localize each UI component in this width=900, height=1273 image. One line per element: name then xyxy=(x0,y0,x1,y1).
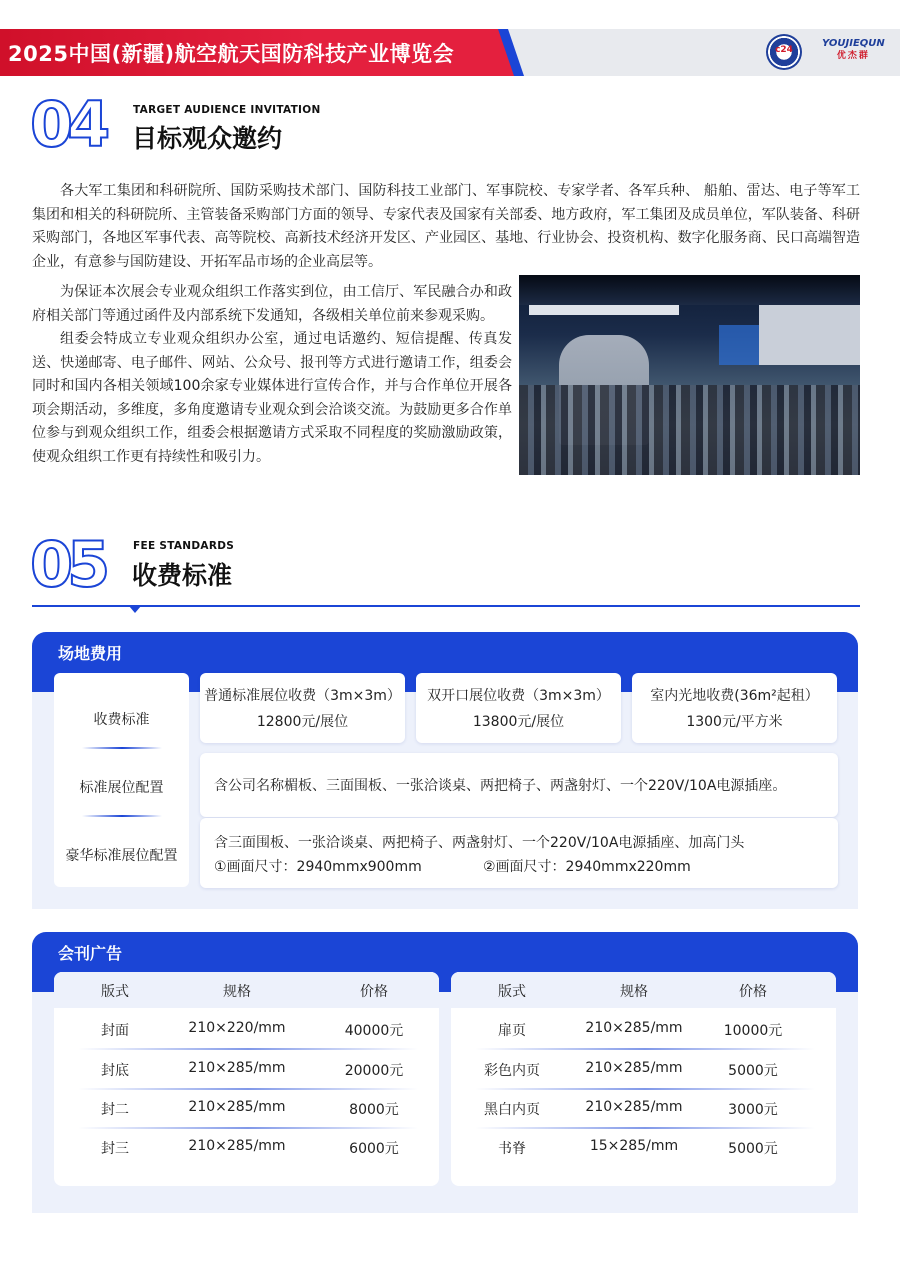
section-cn-title-05: 收费标准 xyxy=(132,561,233,590)
audience-paragraph-1 xyxy=(32,180,860,274)
luxury-size-2: ②画面尺寸：2940mmx220mm xyxy=(483,859,691,875)
ad-size: 210×285/mm xyxy=(188,1099,286,1115)
ad-table-left xyxy=(54,972,439,1186)
venue-panel-title: 场地费用 xyxy=(58,644,123,663)
section-number-05: 05 xyxy=(30,528,105,601)
ad-size: 15×285/mm xyxy=(589,1138,679,1154)
ad-table-header xyxy=(54,972,439,1008)
header-format: 版式 xyxy=(101,984,129,1000)
header-price: 价格 xyxy=(360,984,388,1000)
ad-size: 210×285/mm xyxy=(585,1099,683,1115)
fee-price: 12800元/展位 xyxy=(256,714,349,730)
ad-panel-title: 会刊广告 xyxy=(58,944,123,963)
row-divider xyxy=(78,1048,418,1050)
divider-pointer-icon xyxy=(129,606,141,613)
row-divider xyxy=(78,1127,418,1129)
ad-price: 40000元 xyxy=(344,1023,404,1039)
label-divider xyxy=(82,747,162,749)
section-cn-title-04: 目标观众邀约 xyxy=(132,124,283,153)
fee-price: 13800元/展位 xyxy=(472,714,565,730)
row-divider xyxy=(78,1088,418,1090)
ad-format: 书脊 xyxy=(498,1141,526,1157)
luxury-config-text: 含三面围板、一张洽谈桌、两把椅子、两盏射灯、一个220V/10A电源插座、加高门头 xyxy=(214,835,745,851)
ad-price: 5000元 xyxy=(728,1063,778,1079)
ad-format: 扉页 xyxy=(498,1023,526,1039)
ad-size: 210×285/mm xyxy=(585,1020,683,1036)
fee-name: 双开口展位收费（3m×3m） xyxy=(427,688,610,704)
fee-price: 1300元/平方米 xyxy=(686,714,783,730)
photo-booth-sign xyxy=(529,305,679,315)
fee-card-raw-space xyxy=(632,673,837,743)
header-format: 版式 xyxy=(498,984,526,1000)
ad-format: 封三 xyxy=(101,1141,129,1157)
photo-booth-wall xyxy=(759,305,860,365)
section-en-title-05: FEE STANDARDS xyxy=(133,540,235,552)
brand-logo-en: YOUJIEQUN xyxy=(822,38,885,49)
luxury-config-card xyxy=(200,818,838,888)
photo-crowd xyxy=(519,385,860,475)
row-divider xyxy=(475,1088,815,1090)
row-divider xyxy=(475,1048,815,1050)
expo-logo-icon xyxy=(766,34,802,70)
ad-format: 封二 xyxy=(101,1102,129,1118)
ad-size: 210×285/mm xyxy=(188,1138,286,1154)
row-divider xyxy=(475,1127,815,1129)
ad-price: 5000元 xyxy=(728,1141,778,1157)
header-banner xyxy=(0,29,900,76)
exhibition-photo xyxy=(519,275,860,475)
ad-price: 3000元 xyxy=(728,1102,778,1118)
ad-price: 10000元 xyxy=(723,1023,783,1039)
label-divider xyxy=(82,815,162,817)
ad-table-header xyxy=(451,972,836,1008)
ad-price: 8000元 xyxy=(349,1102,399,1118)
audience-paragraph-2 xyxy=(32,281,512,469)
ad-format: 封面 xyxy=(101,1023,129,1039)
page-title: 2025中国(新疆)航空航天国防科技产业博览会 xyxy=(8,42,455,66)
ad-size: 210×285/mm xyxy=(188,1060,286,1076)
fee-name: 普通标准展位收费（3m×3m） xyxy=(204,688,401,704)
venue-label-column xyxy=(54,673,189,887)
header-size: 规格 xyxy=(223,984,251,1000)
ad-format: 彩色内页 xyxy=(484,1063,540,1079)
label-standard-config: 标准展位配置 xyxy=(79,780,164,796)
venue-fee-panel xyxy=(32,632,858,909)
audience-text-2: 为保证本次展会专业观众组织工作落实到位，由工信厅、军民融合办和政府相关部门等通过函件及内部系统下发通知，各级相关单位前来参观采购。 xyxy=(32,284,512,324)
header-price: 价格 xyxy=(739,984,767,1000)
photo-ceiling xyxy=(519,275,860,305)
brand-logo-cn: 优杰群 xyxy=(836,51,870,61)
ad-format: 封底 xyxy=(101,1063,129,1079)
catalogue-ad-panel xyxy=(32,932,858,1213)
audience-text-3: 组委会特成立专业观众组织办公室，通过电话邀约、短信提醒、传真发送、快递邮寄、电子邮件、网站、公众号、报刊等方式进行邀请工作，组委会同时和国内各相关领域100余家专业媒体进行宣传合作，并与合作单位开展各项会期活动，多维度，多角度邀请专业观众到会洽谈交流。为鼓励更多合作单位参与到观众组织工作，组委会根据邀请方式采取不同程度的奖励激励政策，使观众组织工作更有持续性和吸引力。 xyxy=(32,331,512,465)
audience-text-1: 各大军工集团和科研院所、国防采购技术部门、国防科技工业部门、军事院校、专家学者、各军兵种、 船舶、雷达、电子等军工集团和相关的科研院所、主管装备采购部门方面的领导、专家代表及国家有关部委、地方政府，军工集团及成员单位，军队装备、科研采购部门，各地区军事代表、高等院校、高新技术经济开发区、产业园区、基地、行业协会、投资机构、数字化服务商、民口高端智造企业，有意参与国防建设、开拓军品市场的企业高层等。 xyxy=(32,183,860,270)
section-en-title-04: TARGET AUDIENCE INVITATION xyxy=(133,104,321,116)
ad-price: 20000元 xyxy=(344,1063,404,1079)
label-luxury-config: 豪华标准展位配置 xyxy=(65,848,178,864)
section-divider xyxy=(32,605,860,607)
ad-size: 210×220/mm xyxy=(188,1020,286,1036)
logo-badge-text: c24 xyxy=(775,45,793,55)
ad-format: 黑白内页 xyxy=(484,1102,540,1118)
label-fee-standard: 收费标准 xyxy=(93,712,150,728)
ad-size: 210×285/mm xyxy=(585,1060,683,1076)
fee-card-double-open xyxy=(416,673,621,743)
header-size: 规格 xyxy=(620,984,648,1000)
standard-config-text: 含公司名称楣板、三面围板、一张洽谈桌、两把椅子、两盏射灯、一个220V/10A电源插座。 xyxy=(214,778,787,794)
luxury-size-1: ①画面尺寸：2940mmx900mm xyxy=(214,859,422,875)
brand-logo xyxy=(822,38,885,62)
ad-price: 6000元 xyxy=(349,1141,399,1157)
fee-name: 室内光地收费(36m²起租） xyxy=(650,688,819,704)
section-number-04: 04 xyxy=(30,88,105,161)
fee-card-standard xyxy=(200,673,405,743)
standard-config-card xyxy=(200,753,838,817)
ad-table-right xyxy=(451,972,836,1186)
